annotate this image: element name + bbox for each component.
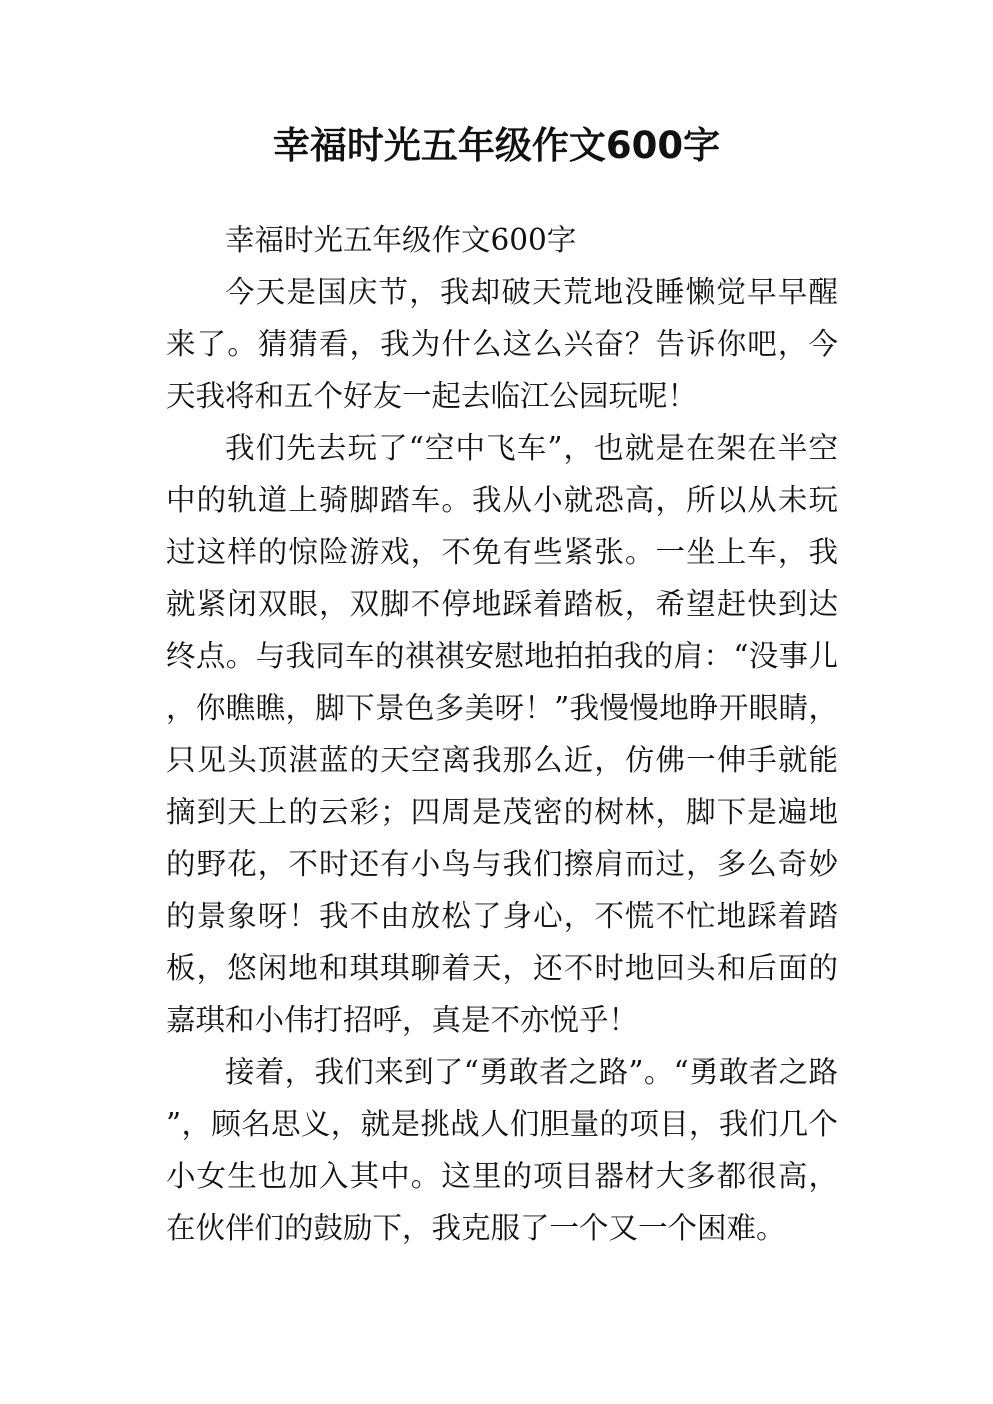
- paragraph-sky-bike: 我们先去玩了“空中飞车”，也就是在架在半空中的轨道上骑脚踏车。我从小就恐高，所以从未玩过这样的惊险游戏，不免有些紧张。一坐上车，我就紧闭双眼，双脚不停地踩着踏板，希望赶快到达终点。与我同车的祺祺安慰地拍拍我的肩：“没事儿，你瞧瞧，脚下景色多美呀！”我慢慢地睁开眼睛，只见头顶湛蓝的天空离我那么近，仿佛一伸手就能摘到天上的云彩；四周是茂密的树林，脚下是遍地的野花，不时还有小鸟与我们擦肩而过，多么奇妙的景象呀！我不由放松了身心，不慌不忙地踩着踏板，悠闲地和琪琪聊着天，还不时地回头和后面的嘉琪和小伟打招呼，真是不亦悦乎！: [166, 431, 838, 1037]
- paragraph-national-day: 今天是国庆节，我却破天荒地没睡懒觉早早醒来了。猜猜看，我为什么这么兴奋？告诉你吧，今天我将和五个好友一起去临江公园玩呢！: [166, 275, 838, 413]
- document-body: [166, 214, 838, 1254]
- paragraph-heading-repeat: 幸福时光五年级作文600字: [225, 223, 577, 257]
- paragraph-brave-path: 接着，我们来到了“勇敢者之路”。“勇敢者之路”，顾名思义，就是挑战人们胆量的项目，我们几个小女生也加入其中。这里的项目器材大多都很高，在伙伴们的鼓励下，我克服了一个又一个困难。: [166, 1055, 838, 1245]
- document-title: 幸福时光五年级作文600字: [272, 124, 721, 167]
